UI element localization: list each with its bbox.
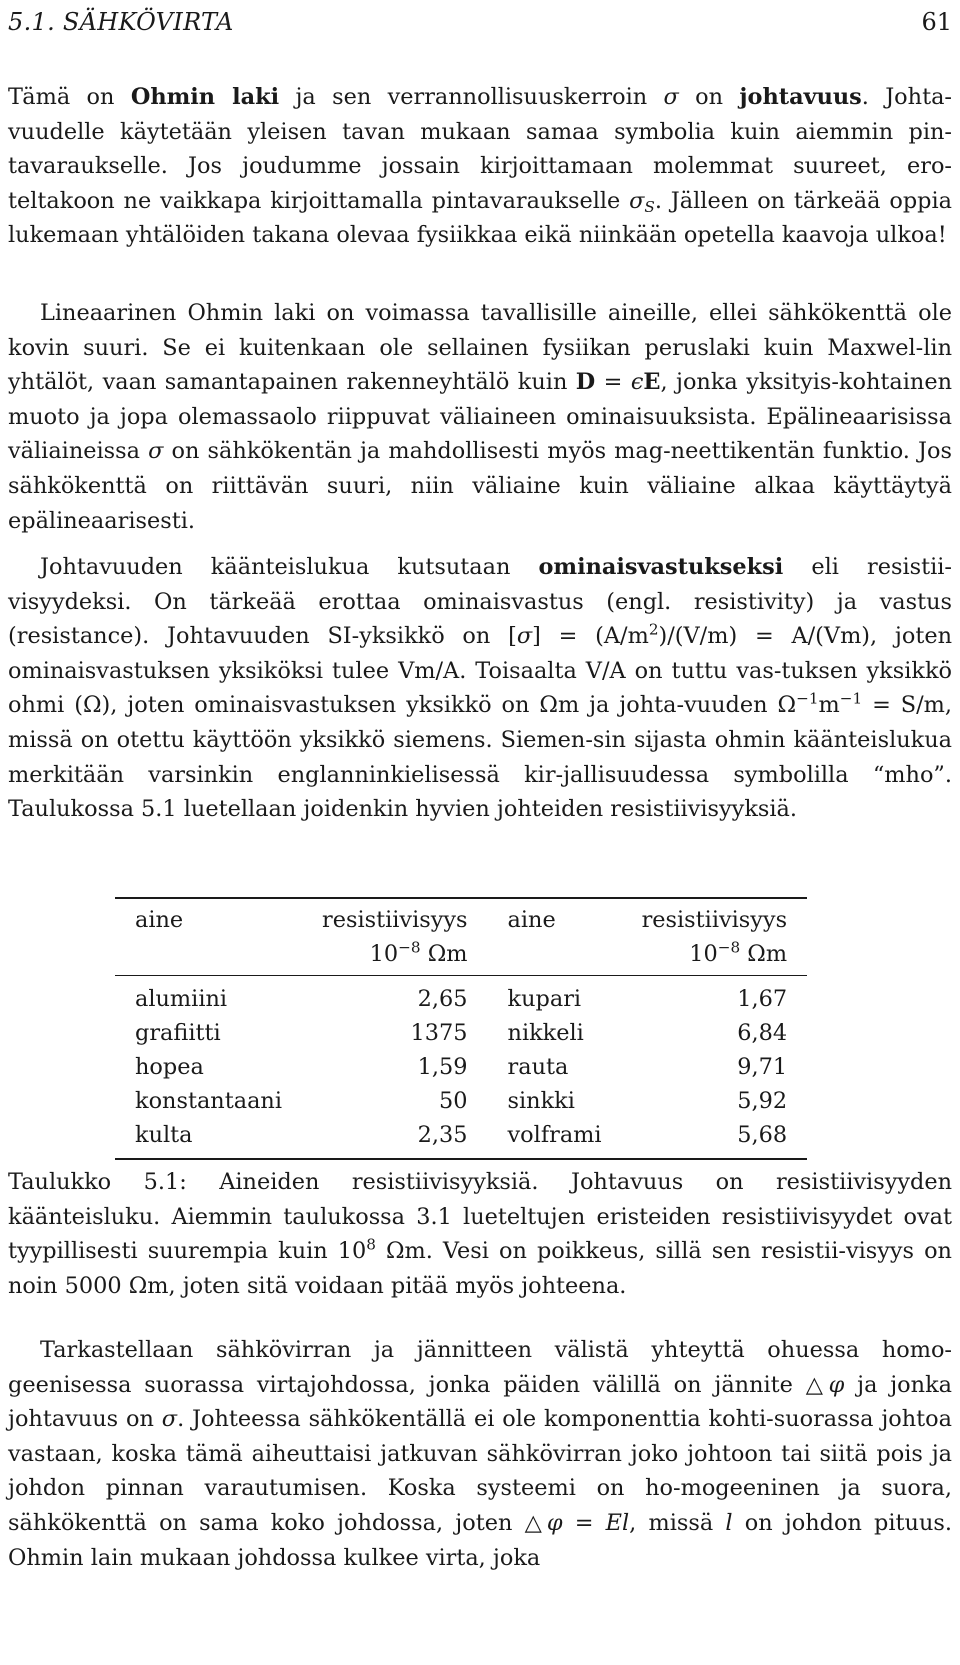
page-number: 61 — [921, 8, 952, 36]
resistivity-value: 9,71 — [737, 1054, 788, 1080]
table-row — [115, 1084, 807, 1118]
text-run: . Johta-vuudelle käytetään yleisen tavan mukaan samaa symbolia kuin aiemmin pin-tavaraukselle. Jos joudumme jossain kirjoittamaan molemmat suureet, ero-teltakoon ne vaikkapa kirjoittamalla pintavaraukselle — [8, 84, 952, 214]
material-name: sinkki — [507, 1088, 575, 1114]
column-header-aine: aine — [507, 907, 556, 933]
subscript-s: S — [644, 197, 655, 216]
resistivity-value: 2,65 — [417, 986, 468, 1012]
superscript: −1 — [839, 690, 863, 708]
symbol-sigma: σ — [629, 187, 645, 214]
resistivity-value: 2,35 — [417, 1122, 468, 1148]
section-title: 5.1. SÄHKÖVIRTA — [8, 8, 234, 36]
term-ominaisvastukseksi: ominaisvastukseksi — [538, 554, 784, 580]
text-run: Ωm. Vesi on poikkeus, sillä sen resistii-visyys on noin 5000 Ωm, joten sitä voidaan pitää myös johteena. — [8, 1238, 952, 1299]
text-run: ja sen verrannollisuuskerroin — [279, 84, 664, 110]
material-name: kulta — [135, 1122, 193, 1148]
text-run: ja jonka johtavuus on — [8, 1371, 952, 1433]
material-name: grafiitti — [135, 1020, 221, 1046]
term-johtavuus: johtavuus — [739, 84, 862, 110]
resistivity-value: 6,84 — [737, 1020, 788, 1046]
symbol-sigma: σ — [148, 438, 164, 465]
table-header-row — [115, 898, 807, 937]
column-header-resistiivisyys: resistiivisyys — [641, 907, 788, 933]
empty-cell — [115, 937, 302, 976]
text-run: on sähkökentän ja mahdollisesti myös mag-neettikentän funktio. Jos sähkökenttä on riittävän suuri, niin väliaine kuin väliaine alkaa käyttäytyä epälineaarisesti. — [8, 438, 952, 534]
symbol-sigma: σ — [663, 84, 679, 110]
symbol-phi: φ — [546, 1509, 563, 1536]
material-name: rauta — [507, 1054, 569, 1080]
column-header-resistiivisyys: resistiivisyys — [322, 907, 468, 933]
table-row — [115, 1118, 807, 1159]
term-ohmin-laki: Ohmin laki — [130, 84, 280, 110]
table-units-row — [115, 937, 807, 976]
superscript: 2 — [648, 620, 659, 639]
running-header — [8, 4, 952, 40]
vector-d: D — [575, 369, 596, 396]
text-run: , missä — [629, 1509, 726, 1536]
unit-base: 10 — [689, 941, 718, 967]
text-run: m — [818, 692, 840, 719]
unit-ohm-meter: Ωm — [740, 941, 788, 967]
material-name: hopea — [135, 1054, 204, 1080]
unit-ohm-meter: Ωm — [420, 941, 468, 967]
resistivity-table — [115, 897, 807, 1160]
table-caption — [8, 1165, 952, 1303]
equals-sign: = — [562, 1509, 606, 1536]
text-run: Taulukko 5.1: Aineiden resistiivisyyksiä. Johtavuus on resistiivisyyden käänteisluku. Aiemmin taulukossa 3.1 lueteltujen eristeiden resistiivisyydet ovat tyypillisesti suurempia kuin 10 — [8, 1169, 952, 1265]
paragraph-linear-ohms-law — [8, 296, 952, 538]
unit-exponent: −8 — [398, 938, 421, 957]
text-run: )/(V/m) = A/(Vm), joten ominaisvastuksen yksiköksi tulee Vm/A. Toisaalta V/A on tuttu vas-tuksen yksikkö ohmi (Ω), joten ominaisvastuksen yksikkö on Ωm ja johta-vuuden Ω — [8, 623, 952, 719]
unit-exponent: −8 — [717, 938, 741, 957]
material-name: kupari — [507, 986, 582, 1012]
empty-cell — [488, 937, 622, 976]
symbol-phi: φ — [828, 1371, 845, 1398]
text-run: Tämä on — [8, 84, 131, 110]
text-run: on — [678, 84, 740, 110]
material-name: konstantaani — [135, 1088, 283, 1114]
text-run: = S/m, missä on otettu käyttöön yksikkö siemens. Siemen-sin sijasta ohmin käänteislukua merkitään varsinkin englanninkielisessä kir-jallisuudessa symbolilla “mho”. Taulukossa 5.1 luetellaan joidenkin hyvien johteiden resistiivisyyksiä. — [8, 692, 953, 823]
resistivity-table-wrap — [115, 897, 791, 1160]
resistivity-value: 5,92 — [737, 1088, 788, 1114]
text-run: Lineaarinen Ohmin laki on voimassa tavallisille aineille, ellei sähkökenttä ole kovin suuri. Se ei kuitenkaan ole sellainen fysiikan peruslaki kuin Maxwel-lin yhtälöt, vaan samantapainen rakenneyhtälö kuin — [8, 300, 952, 396]
column-header-aine: aine — [135, 907, 184, 933]
text-run: . Johteessa sähkökentällä ei ole komponenttia kohti-suorassa johtoa vastaan, koska tämä aiheuttaisi jatkuvan sähkövirran joko johtoon tai siitä pois ja johdon pinnan varautumisen. Koska systeemi on ho-mogeeninen ja suora, sähkökenttä on sama koko johdossa, joten △ — [8, 1406, 952, 1536]
material-name: nikkeli — [507, 1020, 584, 1046]
unit-cell — [622, 937, 808, 976]
symbol-epsilon: ϵ — [630, 369, 644, 396]
table-row — [115, 1016, 807, 1050]
text-run: Johtavuuden käänteislukua kutsutaan — [40, 554, 539, 580]
symbol-sigma: σ — [516, 623, 533, 650]
vector-e: E — [643, 369, 661, 396]
text-run: eli resistii-visyydeksi. On tärkeää erottaa ominaisvastus (engl. resistivity) ja vastus (resistance). Johtavuuden SI-yksikkö on [ — [8, 554, 953, 650]
resistivity-value: 1375 — [410, 1020, 468, 1046]
symbol-sigma: σ — [161, 1406, 178, 1433]
text-run: , jonka yksityis-kohtainen muoto ja jopa olemassaolo riippuvat väliaineen ominaisuuksista. Epälineaarisissa väliaineissa — [8, 369, 953, 465]
text-run: . Jälleen on tärkeää oppia lukemaan yhtälöiden takana olevaa fysiikkaa eikä niinkään opetella kaavoja ulkoa! — [8, 187, 952, 249]
paragraph-wire-analysis — [8, 1333, 952, 1575]
symbol-l: l — [725, 1509, 733, 1536]
unit-base: 10 — [369, 941, 399, 967]
unit-cell — [302, 937, 488, 976]
text-run: Tarkastellaan sähkövirran ja jännitteen välistä yhteyttä ohuessa homo-geenisessa suorassa virtajohdossa, jonka päiden välillä on jännite △ — [8, 1337, 952, 1398]
text-run: ] = (A/m — [532, 623, 649, 650]
table-row — [115, 976, 807, 1017]
resistivity-value: 1,67 — [737, 986, 788, 1012]
resistivity-value: 5,68 — [737, 1122, 788, 1148]
resistivity-value: 50 — [439, 1088, 468, 1114]
paragraph-ohms-law — [8, 80, 952, 253]
paragraph-resistivity — [8, 550, 952, 827]
superscript: −1 — [796, 690, 819, 708]
material-name: volframi — [507, 1122, 602, 1148]
equals-sign: = — [595, 369, 631, 396]
symbol-el: El — [605, 1509, 630, 1536]
text-run: on johdon pituus. Ohmin lain mukaan johdossa kulkee virta, joka — [8, 1509, 952, 1571]
resistivity-value: 1,59 — [417, 1054, 468, 1080]
table-row — [115, 1050, 807, 1084]
material-name: alumiini — [135, 986, 228, 1012]
superscript: 8 — [366, 1235, 376, 1254]
